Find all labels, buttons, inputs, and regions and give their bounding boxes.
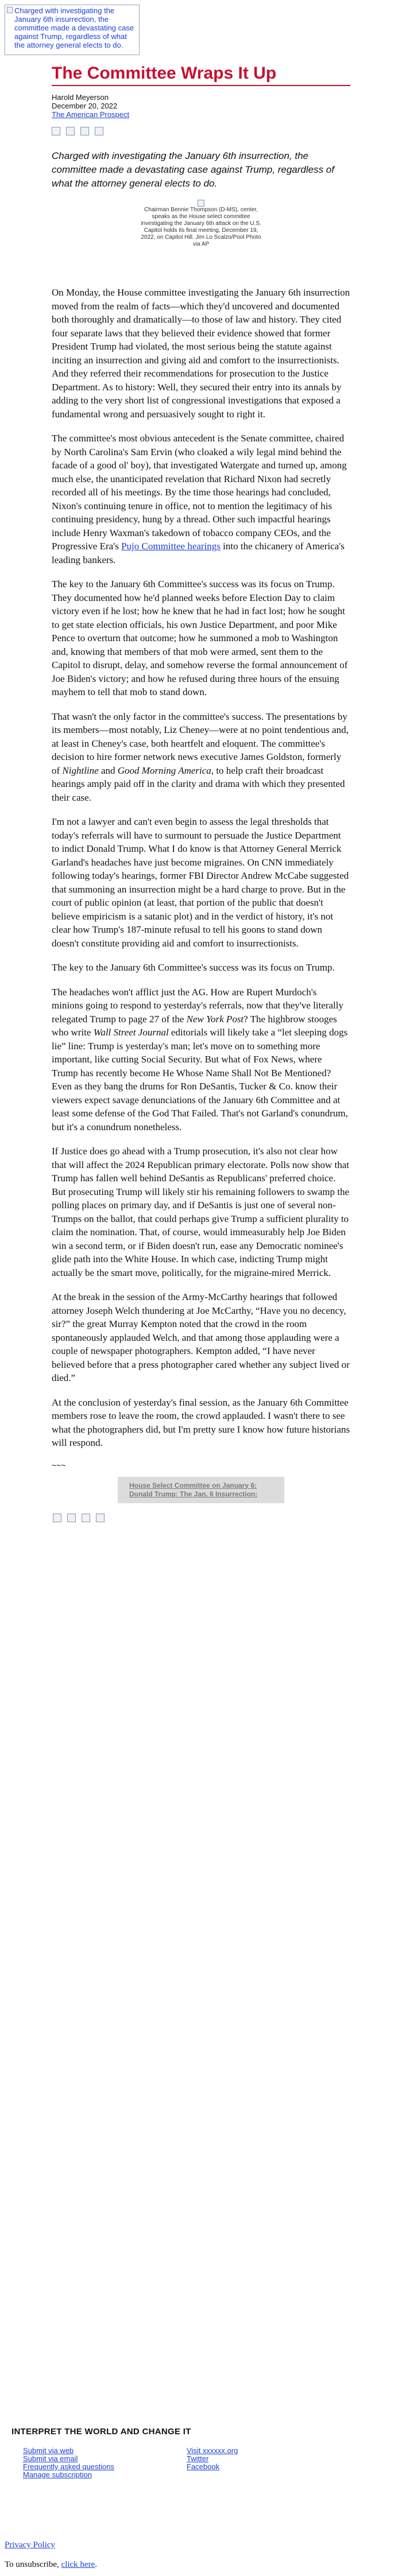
footer-right-links xyxy=(187,2447,339,2479)
social-icon-3[interactable] xyxy=(82,1514,90,1522)
title-divider xyxy=(52,85,350,86)
footer-left-links xyxy=(23,2447,175,2479)
unsubscribe-suffix: . xyxy=(95,2560,97,2569)
privacy-policy-link[interactable]: Privacy Policy xyxy=(5,2540,55,2550)
social-icons xyxy=(52,1514,350,1522)
privacy-policy xyxy=(5,2540,55,2550)
paragraph: The key to the January 6th Committee's success was its focus on Trump. They documented how he'd planned weeks before Election Day to claim victory even if he lost; how he knew that he had in fact lost; how he sought to get state election officials, his own Justice Department, and poor Mike Pence to overturn that outcome; how he summoned a mob to Washington and, knowing that members of that mob were armed, sent them to the Capitol to disrupt, delay, and somehow reverse the formal announcement of Joe Biden's victory; and how he refused during three hours of the ensuing mayhem to tell that mob to stand down. xyxy=(52,579,348,697)
paragraph: At the conclusion of yesterday's final session, as the January 6th Committee members rose to leave the room, the crowd applauded. I wasn't there to see what the photographers did, but I'm pretty sure I know how future historians will respond. xyxy=(52,1396,350,1448)
unsubscribe-line xyxy=(5,2560,97,2570)
paragraph: If Justice does go ahead with a Trump prosecution, it's also not clear how that will affect the 2024 Republican primary electorate. Polls now show that Trump has fallen well behind DeSantis as Republicans' preferred choice. But prosecuting Trump will likely stir his remaining followers to swamp the polling places on primary day, and if DeSantis is just one of several non-Trumps on the ballot, that could perhaps give Trump a sufficient plurality to claim the nomination. That, of course, would immeasurably help Joe Biden win a second term, or if Biden doesn't run, ease any Democratic nominee's glide path into the White House. In which case, indicting Trump might actually be the smart move, politically, for the migraine-mired Merrick. xyxy=(52,1146,350,1278)
header-image-alt-text: Charged with investigating the January 6th insurrection, the committee made a devastating case against Trump, regardless of what the attorney general elects to do. xyxy=(14,6,134,49)
photo-caption: Chairman Bennie Thompson (D-MS), center, speaks as the House select committee investigating the January 6th attack on the U.S. Capitol holds its final meeting, December 19, 2022, on Capitol Hill. Jim Lo Scalzo/Pool Photo via AP xyxy=(141,207,261,247)
paragraph: On Monday, the House committee investigating the January 6th insurrection moved from the realm of facts—which they'd uncovered and documented both thoroughly and dramatically—to those of law and history. They cited four separate laws that they believed their evidence showed that former President Trump had violated, the most serious being the statute against inciting an insurrection and giving aid and comfort to the insurrectionists. And they referred their recommendations for prosecution to the Justice Department. As to history: Well, they secured their entry into its annals by adding to the very short list of congressional investigations that exposed a fundamental wrong and persuasively sought to right it. xyxy=(52,287,350,420)
author-name: Harold Meyerson xyxy=(52,93,109,102)
paragraph: That wasn't the only factor in the committee's success. The presentations by its members—most notably, Liz Cheney—were at no point tendentious and, at least in Cheney's case, both heartfelt and eloquent. The committee's decision to hire former network news executive James Goldston, formerly of Nightline and Good Morning America, to help craft their broadcast hearings amply paid off in the clarity and drama with which they presented their case. xyxy=(52,711,349,803)
article-photo xyxy=(139,200,263,248)
visit-website-link[interactable]: Visit xxxxxx.org xyxy=(187,2446,238,2455)
publish-date: December 20, 2022 xyxy=(52,102,118,110)
social-icon-1[interactable] xyxy=(53,1514,61,1522)
submit-via-web-link[interactable]: Submit via web xyxy=(23,2446,74,2455)
unsubscribe-link[interactable]: click here xyxy=(61,2560,95,2569)
paragraph: The committee's most obvious antecedent is the Senate committee, chaired by North Carolina's Sam Ervin (who cloaked a wily legal mind behind the facade of a good ol' boy), that investigated Watergate and turned up, among much else, the unanticipated revelation that Richard Nixon had secretly recorded all of his meetings. By the time those hearings had concluded, Nixon's continuing tenure in office, not to mention the legitimacy of his continuing presidency, hung by a thread. Other such impactful hearings include Henry Waxman's takedown of tobacco company CEOs, and the Progressive Era's Pujo Committee hearings into the chicanery of America's leading bankers. xyxy=(52,433,347,565)
manage-subscription-link[interactable]: Manage subscription xyxy=(23,2470,92,2479)
social-icon-4[interactable] xyxy=(96,1514,105,1522)
faq-link[interactable]: Frequently asked questions xyxy=(23,2462,114,2471)
share-icon-3[interactable] xyxy=(80,127,89,135)
pujo-committee-link[interactable]: Pujo Committee hearings xyxy=(121,541,221,552)
social-icon-2[interactable] xyxy=(67,1514,76,1522)
article-body xyxy=(52,286,350,1450)
share-icon-4[interactable] xyxy=(95,127,103,135)
related-link[interactable]: House Select Committee on January 6: Donald Trump: The Jan. 6 Insurrection: xyxy=(129,1481,258,1498)
facebook-link[interactable]: Facebook xyxy=(187,2462,220,2471)
article-dek: Charged with investigating the January 6th insurrection, the committee made a devastating case against Trump, regardless of what the attorney general elects to do. xyxy=(52,150,334,189)
broken-image-icon xyxy=(198,200,204,207)
paragraph: The headaches won't afflict just the AG. How are Rupert Murdoch's minions going to respond to yesterday's referrals, now that they've literally relegated Trump to page 27 of the New York Post? The highbrow stooges who write Wall Street Journal editorials will likely take a “let sleeping dogs lie” line: Trump is yesterday's man; let's move on to something more important, like cutting Social Security. But what of Fox News, where Trump has recently become He Whose Name Shall Not Be Mentioned? Even as they bang the drums for Ron DeSantis, Tucker & Co. know their viewers expect savage denunciations of the January 6th Committee and at least some defense of the God That Failed. That's not Garland's conundrum, but it's a conundrum nonetheless. xyxy=(52,986,348,1132)
submit-via-email-link[interactable]: Submit via email xyxy=(23,2454,78,2463)
share-icons xyxy=(52,127,350,135)
pull-quote: The key to the January 6th Committee's success was its focus on Trump. xyxy=(52,962,335,973)
related-link-box xyxy=(118,1477,284,1503)
article-title: The Committee Wraps It Up xyxy=(52,64,277,83)
section-separator: ~~~ xyxy=(52,1460,66,1470)
footer-heading: INTERPRET THE WORLD AND CHANGE IT xyxy=(11,2427,191,2437)
paragraph: At the break in the session of the Army-McCarthy hearings that followed attorney Joseph Welch thundering at Joe McCarthy, “Have you no decency, sir?” the great Murray Kempton noted that the crowd in the room spontaneously applauded Welch, and that among those applauding were a couple of newspaper photographers. Kempton added, “I have never believed before that a press photographer cared whether any subject lived or died.” xyxy=(52,1291,350,1383)
share-icon-2[interactable] xyxy=(66,127,75,135)
unsubscribe-prefix: To unsubscribe, xyxy=(5,2560,61,2569)
byline xyxy=(52,93,350,119)
publication-link[interactable]: The American Prospect xyxy=(52,110,130,119)
share-icon-1[interactable] xyxy=(52,127,60,135)
paragraph: I'm not a lawyer and can't even begin to assess the legal thresholds that today's referrals will have to surmount to persuade the Justice Department to indict Donald Trump. What I do know is that Attorney General Merrick Garland's headaches have just become migraines. On CNN immediately following today's hearings, former FBI Director Andrew McCabe suggested that summoning an insurrection might be a hard charge to prove. But in the court of public opinion (at least, that portion of the public that doesn't believe empiricism is a satanic plot) and in the verdict of history, it's not clear how Trump's 187-minute refusal to tell his goons to stand down doesn't constitute providing aid and comfort to insurrectionists. xyxy=(52,816,349,949)
article xyxy=(52,63,350,1522)
header-image[interactable] xyxy=(5,5,140,55)
twitter-link[interactable]: Twitter xyxy=(187,2454,209,2463)
newsletter-footer xyxy=(11,2427,391,2533)
broken-image-icon xyxy=(7,7,13,13)
